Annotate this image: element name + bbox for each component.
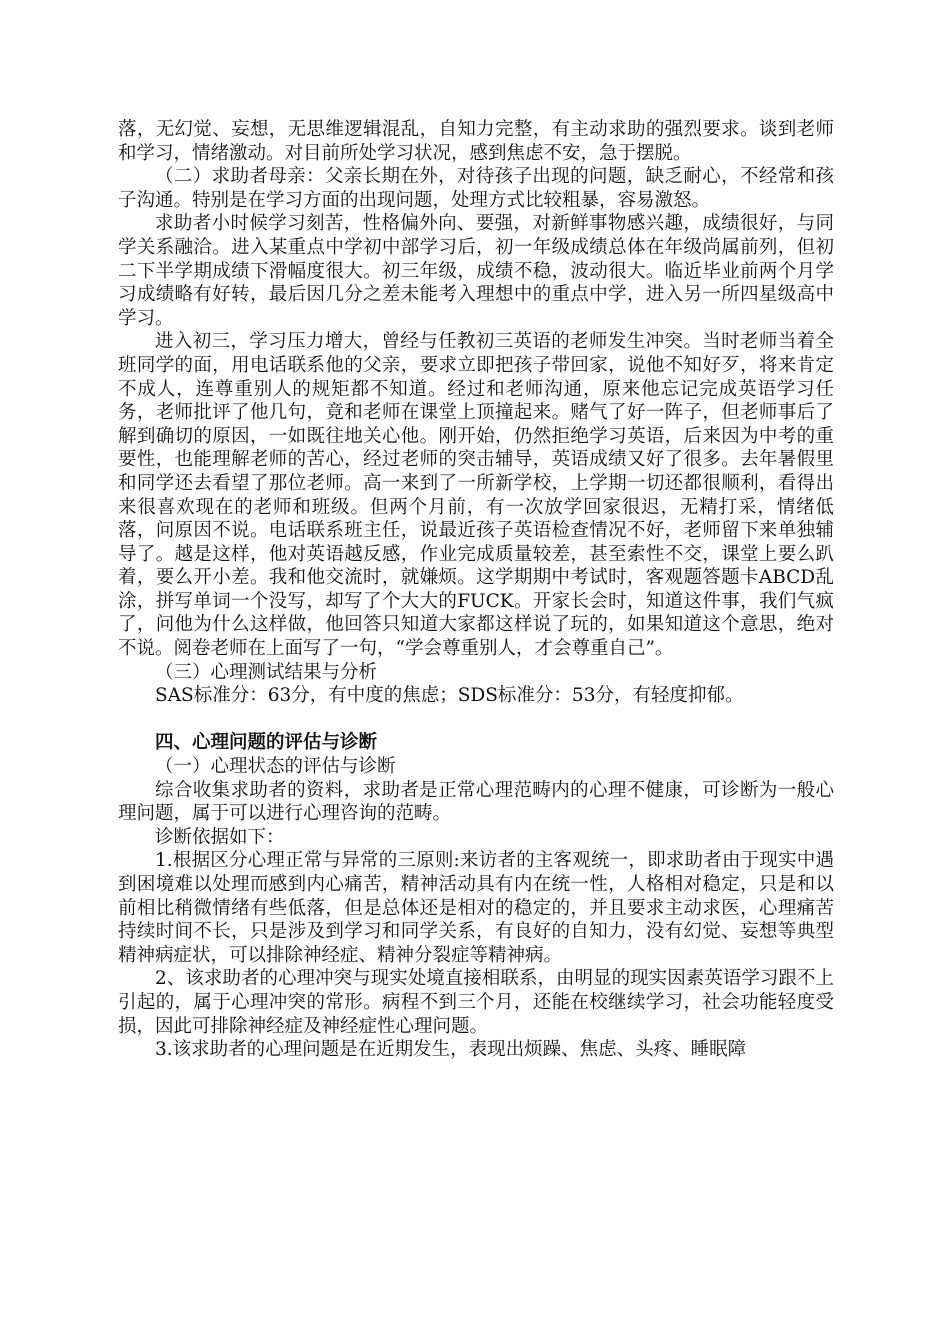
paragraph-summary: 综合收集求助者的资料，求助者是正常心理范畴内的心理不健康，可诊断为一般心理问题，属于可以进行心理咨询的范畴。 <box>118 779 834 825</box>
paragraph-mother-statement: （二）求助者母亲：父亲长期在外，对待孩子出现的问题，缺乏耐心，不经常和孩子沟通。特别是在学习方面的出现问题，处理方式比较粗暴，容易激怒。 <box>118 166 834 211</box>
paragraph-history: 求助者小时候学习刻苦，性格偏外向、要强，对新鲜事物感兴趣，成绩很好，与同学关系融洽。进入某重点中学初中部学习后，初一年级成绩总体在年级尚属前列，但初二下半学期成绩下滑幅度很大。初三年级，成绩不稳，波动很大。临近毕业前两个月学习成绩略有好转，最后因几分之差未能考入理想中的重点中学，进入另一所四星级高中学习。 <box>118 213 834 329</box>
paragraph-test-scores: SAS标准分：63分，有中度的焦虑；SDS标准分：53分，有轻度抑郁。 <box>155 685 744 707</box>
document-page <box>118 118 834 1062</box>
section-heading: 四、心理问题的评估与诊断 <box>155 732 378 754</box>
paragraph-basis-1: 1.根据区分心理正常与异常的三原则:来访者的主客观统一，即求助者由于现实中遇到困境难以处理而感到内心痛苦，精神活动具有内在统一性，人格相对稳定，只是和以前相比稍微情绪有些低落，但是总体还是相对的稳定的，并且要求主动求医，心理痛苦持续时间不长，只是涉及到学习和同学关系，有良好的自知力，没有幻觉、妄想等典型精神病症状，可以排除神经症、精神分裂症等精神病。 <box>118 850 834 966</box>
subheading-assessment: （一）心理状态的评估与诊断 <box>155 756 396 778</box>
paragraph-basis-intro: 诊断依据如下： <box>155 826 285 848</box>
paragraph-continuation: 落，无幻觉、妄想，无思维逻辑混乱，自知力完整，有主动求助的强烈要求。谈到老师和学习，情绪激动。对目前所处学习状况，感到焦虑不安，急于摆脱。 <box>118 119 834 164</box>
paragraph-conflict: 进入初三，学习压力增大，曾经与任教初三英语的老师发生冲突。当时老师当着全班同学的面，用电话联系他的父亲，要求立即把孩子带回家，说他不知好歹，将来肯定不成人，连尊重别人的规矩都不知道。经过和老师沟通，原来他忘记完成英语学习任务，老师批评了他几句，竟和老师在课堂上顶撞起来。赌气了好一阵子，但老师事后了解到确切的原因，一如既往地关心他。刚开始，仍然拒绝学习英语，后来因为中考的重要性，也能理解老师的苦心，经过老师的突击辅导，英语成绩又好了很多。去年暑假里和同学还去看望了那位老师。高一来到了一所新学校，上学期一切还都很顺利，看得出来很喜欢现在的老师和班级。但两个月前，有一次放学回家很迟，无精打采，情绪低落，问原因不说。电话联系班主任，说最近孩子英语检查情况不好，老师留下来单独辅导了。越是这样，他对英语越反感，作业完成质量较差，甚至索性不交，课堂上要么趴着，要么开小差。我和他交流时，就嫌烦。这学期期中考试时，客观题答题卡ABCD乱涂，拼写单词一个没写，却写了个大大的FUCK。开家长会时，知道这件事，我们气疯了，问他为什么这样做，他回答只知道大家都这样说了玩的，如果知道这个意思，绝对不说。阅卷老师在上面写了一句，“学会尊重别人，才会尊重自己”。 <box>118 331 834 660</box>
subheading-test-results: （三）心理测试结果与分析 <box>155 661 378 683</box>
paragraph-basis-2: 2、该求助者的心理冲突与现实处境直接相联系，由明显的现实因素英语学习跟不上引起的，属于心理冲突的常形。病程不到三个月，还能在校继续学习，社会功能轻度受损，因此可排除神经症及神经症性心理问题。 <box>118 968 834 1037</box>
paragraph-basis-3: 3.该求助者的心理问题是在近期发生，表现出烦躁、焦虑、头疼、睡眠障 <box>155 1039 747 1061</box>
